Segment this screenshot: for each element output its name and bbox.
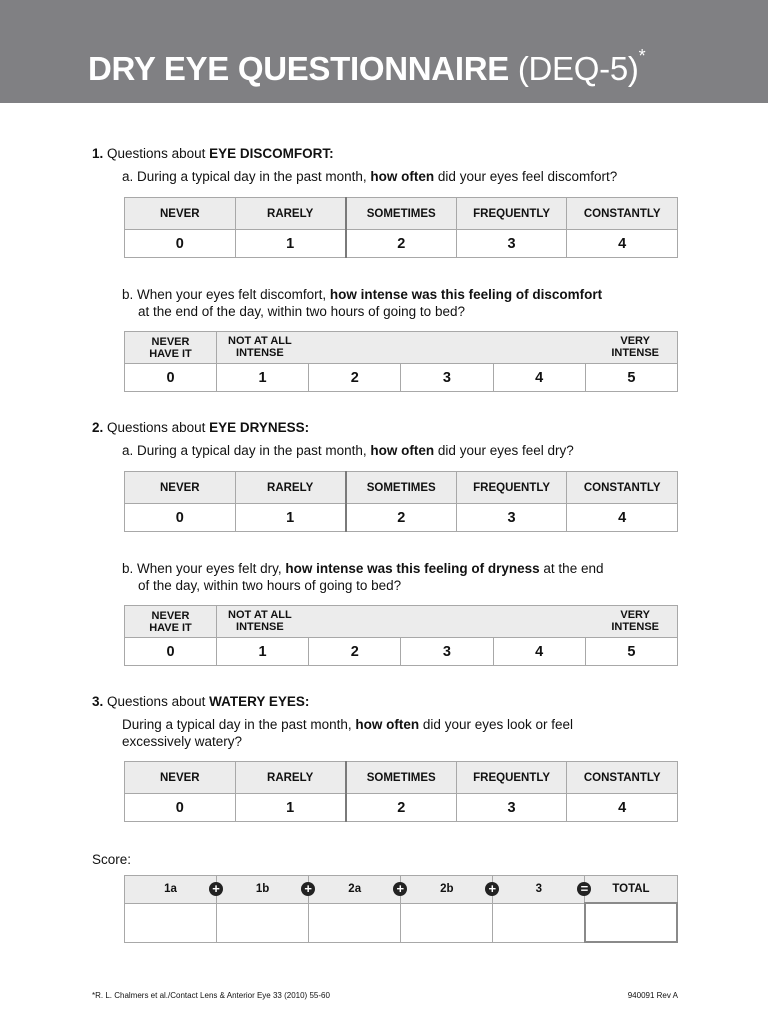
plus-icon: + <box>209 882 223 896</box>
page-title: DRY EYE QUESTIONNAIRE (DEQ-5)* <box>88 46 646 87</box>
scale-option[interactable]: 1 <box>235 504 346 532</box>
scale-option[interactable]: 4 <box>567 230 678 258</box>
scale-label: CONSTANTLY <box>567 472 678 504</box>
intensity-range-labels <box>217 332 678 364</box>
score-entry-2b[interactable] <box>401 903 493 942</box>
scale-label: RARELY <box>235 198 346 230</box>
scale-option[interactable]: 2 <box>346 230 457 258</box>
scale-option[interactable]: 3 <box>456 230 567 258</box>
scale-option[interactable]: 4 <box>567 794 678 822</box>
scale-label: RARELY <box>235 762 346 794</box>
scale-option[interactable]: 1 <box>235 230 346 258</box>
score-entry-1a[interactable] <box>125 903 217 942</box>
score-column-header: 1b + <box>217 876 309 904</box>
score-entry-2a[interactable] <box>309 903 401 942</box>
question-3-scale <box>124 761 678 822</box>
question-3-text: During a typical day in the past month, how often did your eyes look or feel excessively watery? <box>122 717 574 749</box>
scale-option[interactable]: 3 <box>456 794 567 822</box>
scale-option[interactable]: 0 <box>125 504 236 532</box>
scale-label: FREQUENTLY <box>456 198 567 230</box>
scale-option[interactable]: 2 <box>346 504 457 532</box>
question-3-heading: 3. Questions about WATERY EYES: <box>92 694 310 709</box>
scale-option[interactable]: 2 <box>309 638 401 666</box>
header-banner <box>0 0 768 103</box>
scale-option[interactable]: 0 <box>125 794 236 822</box>
scale-option[interactable]: 5 <box>585 638 677 666</box>
scale-label: SOMETIMES <box>346 198 457 230</box>
scale-option[interactable]: 2 <box>346 794 457 822</box>
scale-option[interactable]: 4 <box>493 638 585 666</box>
scale-option[interactable]: 1 <box>217 638 309 666</box>
question-1-heading: 1. Questions about EYE DISCOMFORT: <box>92 146 334 161</box>
footer-citation: *R. L. Chalmers et al./Contact Lens & Anterior Eye 33 (2010) 55-60 <box>92 991 330 1000</box>
scale-option[interactable]: 0 <box>125 230 236 258</box>
question-2a-scale <box>124 471 678 532</box>
scale-label: RARELY <box>235 472 346 504</box>
scale-label-low: NOT AT ALL INTENSE <box>228 609 292 633</box>
scale-label-never: NEVER HAVE IT <box>125 606 217 638</box>
score-column-header: 1a + <box>125 876 217 904</box>
scale-option[interactable]: 4 <box>493 364 585 392</box>
equals-icon: = <box>577 882 591 896</box>
question-2a-text: a. During a typical day in the past month, how often did your eyes feel dry? <box>122 443 574 458</box>
scale-option[interactable]: 2 <box>309 364 401 392</box>
scale-label-low: NOT AT ALL INTENSE <box>228 335 292 359</box>
question-2b-scale <box>124 605 678 666</box>
scale-label: SOMETIMES <box>346 472 457 504</box>
scale-option[interactable]: 1 <box>235 794 346 822</box>
scale-label-high: VERY INTENSE <box>611 609 659 633</box>
scale-option[interactable]: 3 <box>456 504 567 532</box>
question-2-heading: 2. Questions about EYE DRYNESS: <box>92 420 310 435</box>
scale-option[interactable]: 4 <box>567 504 678 532</box>
score-column-header: 2a + <box>309 876 401 904</box>
scale-label: FREQUENTLY <box>456 762 567 794</box>
scale-label-high: VERY INTENSE <box>611 335 659 359</box>
question-1a-text: a. During a typical day in the past month, how often did your eyes feel discomfort? <box>122 169 618 184</box>
scale-label: SOMETIMES <box>346 762 457 794</box>
score-entry-3[interactable] <box>493 903 585 942</box>
score-entry-1b[interactable] <box>217 903 309 942</box>
plus-icon: + <box>301 882 315 896</box>
scale-label: CONSTANTLY <box>567 762 678 794</box>
score-column-header: 2b + <box>401 876 493 904</box>
score-label: Score: <box>92 852 132 867</box>
scale-option[interactable]: 5 <box>585 364 677 392</box>
score-table <box>124 875 678 943</box>
question-1b-text: b. When your eyes felt discomfort, how intense was this feeling of discomfort at the end of the day, within two hours of going to bed? <box>122 287 603 319</box>
scale-option[interactable]: 3 <box>401 638 493 666</box>
question-2b-text: b. When your eyes felt dry, how intense was this feeling of dryness at the end of the day, within two hours of going to bed? <box>122 561 604 593</box>
scale-label: FREQUENTLY <box>456 472 567 504</box>
scale-label-never: NEVER HAVE IT <box>125 332 217 364</box>
scale-label: NEVER <box>125 198 236 230</box>
score-entry-total[interactable] <box>585 903 677 942</box>
scale-label: CONSTANTLY <box>567 198 678 230</box>
intensity-range-labels <box>217 606 678 638</box>
scale-option[interactable]: 1 <box>217 364 309 392</box>
question-1a-scale <box>124 197 678 258</box>
plus-icon: + <box>393 882 407 896</box>
scale-option[interactable]: 0 <box>125 638 217 666</box>
scale-option[interactable]: 0 <box>125 364 217 392</box>
question-1b-scale <box>124 331 678 392</box>
scale-label: NEVER <box>125 472 236 504</box>
footer-code: 940091 Rev A <box>627 991 678 1000</box>
scale-option[interactable]: 3 <box>401 364 493 392</box>
scale-label: NEVER <box>125 762 236 794</box>
score-column-header: TOTAL <box>585 876 677 904</box>
score-column-header: 3 = <box>493 876 585 904</box>
plus-icon: + <box>485 882 499 896</box>
